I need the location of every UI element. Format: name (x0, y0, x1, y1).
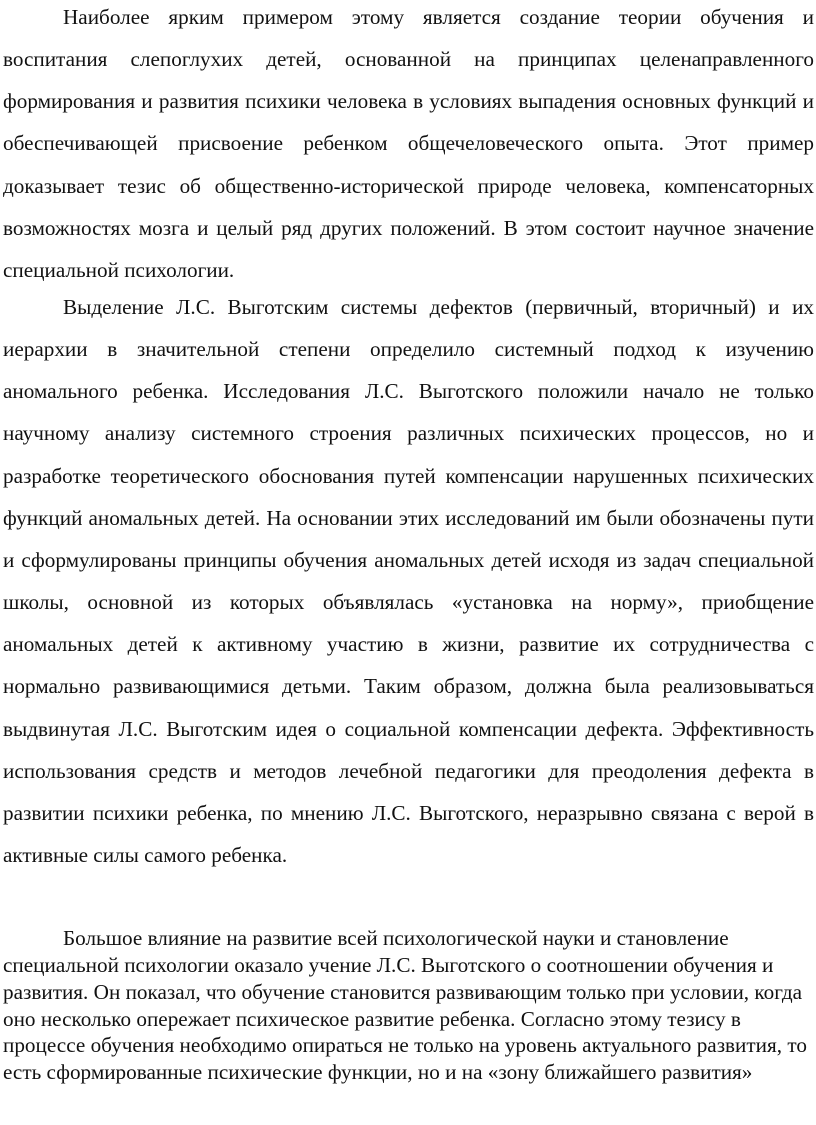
paragraph-learning-and-development: Большое влияние на развитие всей психологической науки и становление специальной психологии оказало учение Л.С. Выготского о соотношении обучения и развития. Он показал, что обучение становится развивающим только при условии, когда оно несколько опережает психическое развитие ребенка. Согласно этому тезису в процессе обучения необходимо опираться не только на уровень актуального развития, то есть сформированные психические функции, но и на «зону ближайшего развития» (3, 926, 807, 1085)
paragraph-deafblind-education: Наиболее ярким примером этому является создание теории обучения и воспитания слепоглухих детей, основанной на принципах целенаправленного формирования и развития психики человека в условиях выпадения основных функций и обеспечивающей присвоение ребенком общечеловеческого опыта. Этот пример доказывает тезис об общественно-исторической природе человека, компенсаторных возможностях мозга и целый ряд других положений. В этом состоит научное значение специальной психологии. (3, 5, 814, 282)
paragraph-vygotsky-defects: Выделение Л.С. Выготским системы дефектов (первичный, вторичный) и их иерархии в значительной степени определило системный подход к изучению аномального ребенка. Исследования Л.С. Выготского положили начало не только научному анализу системного строения различных психических процессов, но и разработке теоретического обоснования путей компенсации нарушенных психических функций аномальных детей. На основании этих исследований им были обозначены пути и сформулированы принципы обучения аномальных детей исходя из задач специальной школы, основной из которых объявлялась «установка на норму», приобщение аномальных детей к активному участию в жизни, развитие их сотрудничества с нормально развивающимися детьми. Таким образом, должна была реализовываться выдвинутая Л.С. Выготским идея о социальной компенсации дефекта. Эффективность использования средств и методов лечебной педагогики для преодоления дефекта в развитии психики ребенка, по мнению Л.С. Выготского, неразрывно связана с верой в активные силы самого ребенка. (3, 295, 814, 868)
